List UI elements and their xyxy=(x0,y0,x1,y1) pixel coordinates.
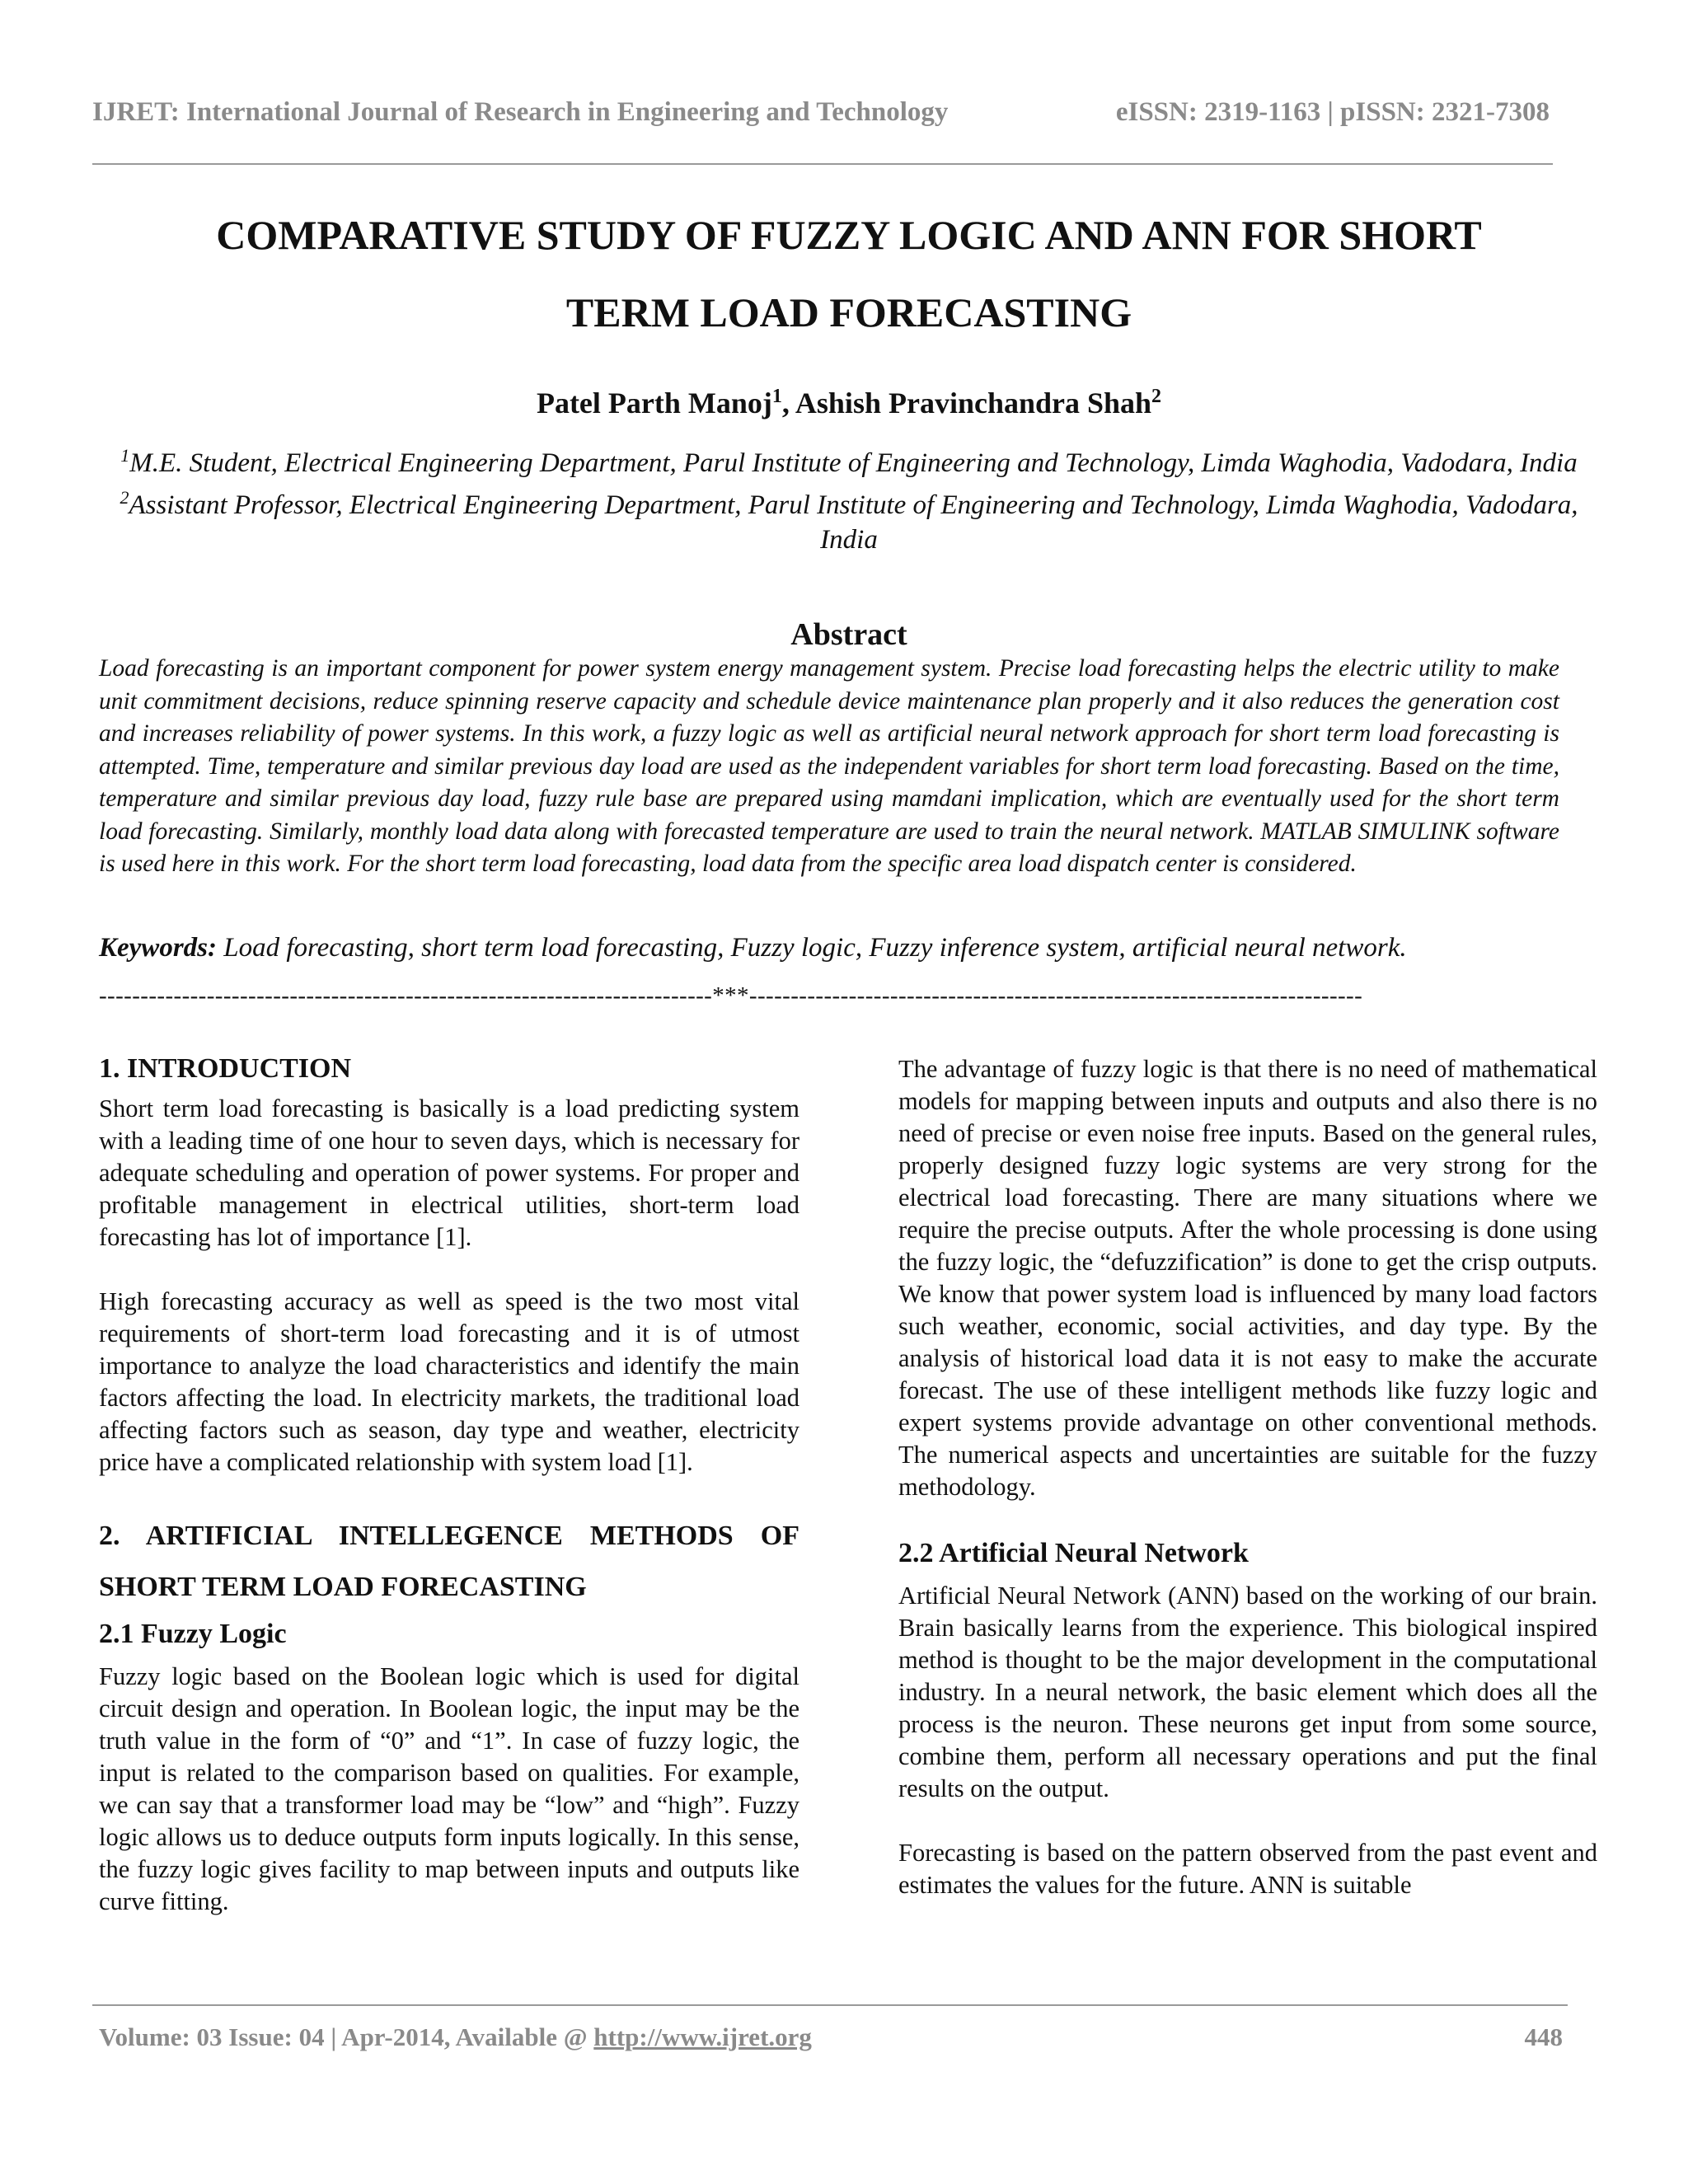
author-1-affil-mark: 1 xyxy=(771,386,782,407)
footer-volume xyxy=(99,2022,812,2052)
ann-heading: 2.2 Artificial Neural Network xyxy=(898,1538,1249,1568)
ai-methods-heading: 2. ARTIFICIAL INTELLEGENCE METHODS OF SHORT TERM LOAD FORECASTING xyxy=(99,1521,799,1602)
abstract-heading: Abstract xyxy=(790,617,907,652)
header-divider xyxy=(92,163,1553,165)
section-separator: --------------------------------------------------------------------------***-------------------------------------------------------------------------- xyxy=(99,982,1363,1009)
title-line-2: TERM LOAD FORECASTING xyxy=(565,289,1132,335)
introduction-paragraph-2: High forecasting accuracy as well as speed is the two most vital requirements of short-term load forecasting and it is of utmost importance to analyze the load characteristics and identify the main factors affecting the load. In electricity markets, the traditional load affecting factors such as season, day type and weather, electricity price have a complicated relationship with system load [1]. xyxy=(99,1287,799,1476)
author-2: Ashish Pravinchandra Shah xyxy=(795,387,1152,419)
journal-link[interactable]: http://www.ijret.org xyxy=(593,2022,812,2051)
affiliation-2-mark: 2 xyxy=(120,487,129,508)
running-footer xyxy=(99,2022,1563,2052)
left-column xyxy=(99,1055,799,1950)
right-column xyxy=(898,1053,1597,1933)
affiliation-1-text: M.E. Student, Electrical Engineering Department, Parul Institute of Engineering and Technology, Limda Waghodia, Vadodara, India xyxy=(129,448,1578,478)
abstract-text: Load forecasting is an important component for power system energy management system. Precise load forecasting helps the electric utility to make unit commitment decisions, reduce spinning reserve capacity and schedule device maintenance plan properly and it also reduces the generation cost and increases reliability of power systems. In this work, a fuzzy logic as well as artificial neural network approach for short term load forecasting is attempted. Time, temperature and similar previous day load are used as the independent variables for short term load forecasting. Based on the time, temperature and similar previous day load, fuzzy rule base are prepared using mamdani implication, which are eventually used for the short term load forecasting. Similarly, monthly load data along with forecasted temperature are used to train the neural network. MATLAB SIMULINK software is used here in this work. For the short term load forecasting, load data from the specific area load dispatch center is considered. xyxy=(99,655,1559,877)
introduction-paragraph-1: Short term load forecasting is basically is a load predicting system with a leading time of one hour to seven days, which is necessary for adequate scheduling and operation of power systems. For proper and profitable management in electrical utilities, short-term load forecasting has lot of importance [1]. xyxy=(99,1094,799,1251)
footer-divider xyxy=(92,2004,1568,2006)
volume-info: Volume: 03 Issue: 04 | Apr-2014, Available @ xyxy=(99,2022,594,2051)
introduction-heading: 1. INTRODUCTION xyxy=(99,1053,352,1084)
ann-paragraph-1: Artificial Neural Network (ANN) based on the working of our brain. Brain basically learns from the experience. This biological inspired method is thought to be the major development in the computational industry. In a neural network, the basic element which does all the process is the neuron. These neurons get input from some source, combine them, perform all necessary operations and put the final results on the output. xyxy=(898,1582,1597,1802)
ann-paragraph-2: Forecasting is based on the pattern observed from the past event and estimates the values for the future. ANN is suitable xyxy=(898,1839,1597,1899)
title-line-1: COMPARATIVE STUDY OF FUZZY LOGIC AND ANN FOR SHORT xyxy=(216,212,1482,258)
running-header xyxy=(92,97,1550,128)
author-separator: , xyxy=(781,387,795,419)
issn-info: eISSN: 2319-1163 | pISSN: 2321-7308 xyxy=(1115,97,1550,127)
fuzzy-logic-paragraph-1: Fuzzy logic based on the Boolean logic which is used for digital circuit design and operation. In Boolean logic, the input may be the truth value in the form of “0” and “1”. In case of fuzzy logic, the input is related to the comparison based on qualities. For example, we can say that a transformer load may be “low” and “high”. Fuzzy logic allows us to deduce outputs form inputs logically. In this sense, the fuzzy logic gives facility to map between inputs and outputs like curve fitting. xyxy=(99,1662,799,1915)
affiliations xyxy=(99,438,1599,557)
affiliation-1 xyxy=(99,438,1599,480)
author-1: Patel Parth Manoj xyxy=(536,387,772,419)
keywords-text: Load forecasting, short term load forecasting, Fuzzy logic, Fuzzy inference system, artificial neural network. xyxy=(217,933,1407,963)
fuzzy-logic-heading: 2.1 Fuzzy Logic xyxy=(99,1619,287,1649)
affiliation-2-text: Assistant Professor, Electrical Engineering Department, Parul Institute of Engineering and Technology, Limda Waghodia, Vadodara, India xyxy=(129,490,1578,555)
author-list xyxy=(99,386,1599,420)
keywords-label: Keywords: xyxy=(99,933,217,963)
paper-title xyxy=(99,196,1599,351)
journal-name: IJRET: International Journal of Research in Engineering and Technology xyxy=(92,97,949,127)
affiliation-2 xyxy=(99,480,1599,557)
author-2-affil-mark: 2 xyxy=(1151,386,1162,407)
page-number: 448 xyxy=(1524,2022,1563,2051)
keywords xyxy=(99,933,1599,963)
fuzzy-logic-paragraph-2: The advantage of fuzzy logic is that there is no need of mathematical models for mapping between inputs and outputs and also there is no need of precise or even noise free inputs. Based on the general rules, properly designed fuzzy logic systems are very strong for the electrical load forecasting. There are many situations where we require the precise outputs. After the whole processing is done using the fuzzy logic, the “defuzzification” is done to get the crisp outputs. We know that power system load is influenced by many load factors such weather, economic, social activities, and day type. By the analysis of historical load data it is not easy to make the accurate forecast. The use of these intelligent methods like fuzzy logic and expert systems provide advantage on other conventional methods. The numerical aspects and uncertainties are suitable for the fuzzy methodology. xyxy=(898,1055,1597,1501)
affiliation-1-mark: 1 xyxy=(120,445,130,466)
